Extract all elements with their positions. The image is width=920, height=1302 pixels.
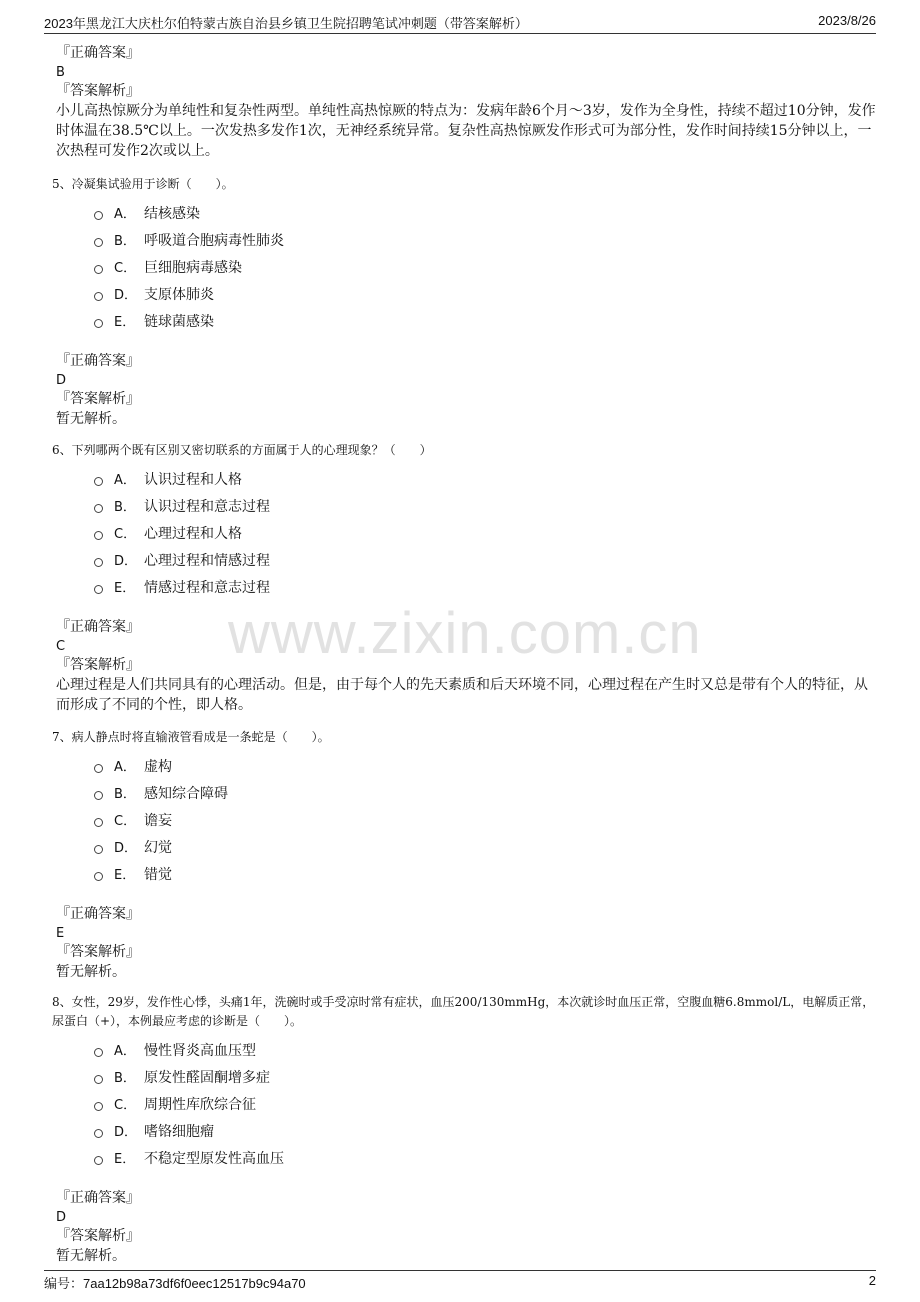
option-item[interactable] <box>94 465 876 492</box>
option-item[interactable] <box>94 253 876 280</box>
page-content <box>52 44 876 1266</box>
analysis-label: 『答案解析』 <box>56 944 140 960</box>
option-text: 结核感染 <box>144 205 200 222</box>
option-letter: C． <box>114 261 137 276</box>
option-item[interactable] <box>94 806 876 833</box>
question-list <box>52 175 876 1266</box>
option-text: 错觉 <box>144 866 172 883</box>
answer-block <box>56 1189 876 1266</box>
answer-block <box>56 618 876 715</box>
document-date: 2023/8/26 <box>818 13 876 28</box>
question-title: 7、病人静点时将直输液管看成是一条蛇是（ ）。 <box>52 730 330 744</box>
option-letter: E． <box>114 581 136 596</box>
option-text: 认识过程和意志过程 <box>144 498 270 515</box>
option-text: 不稳定型原发性高血压 <box>144 1150 284 1167</box>
correct-answer-label: 『正确答案』 <box>56 906 140 922</box>
question-title: 6、下列哪两个既有区别又密切联系的方面属于人的心理现象？（ ） <box>52 443 432 457</box>
option-text: 原发性醛固酮增多症 <box>144 1069 270 1086</box>
option-text: 嗜铬细胞瘤 <box>144 1123 214 1140</box>
radio-icon[interactable] <box>94 1102 103 1111</box>
watermark: www.zixin.com.cn <box>228 601 702 666</box>
option-letter: C． <box>114 527 137 542</box>
option-item[interactable] <box>94 1144 876 1171</box>
option-text: 心理过程和人格 <box>144 525 242 542</box>
option-text: 幻觉 <box>144 839 172 856</box>
radio-icon[interactable] <box>94 872 103 881</box>
option-item[interactable] <box>94 280 876 307</box>
correct-answer-value: E <box>56 926 65 941</box>
option-text: 周期性库欣综合征 <box>144 1096 256 1113</box>
answer-block <box>56 905 876 982</box>
radio-icon[interactable] <box>94 1048 103 1057</box>
correct-answer-label: 『正确答案』 <box>56 45 140 61</box>
analysis-text: 暂无解析。 <box>56 964 126 980</box>
page-header <box>44 13 876 34</box>
radio-icon[interactable] <box>94 531 103 540</box>
question-block <box>52 441 876 715</box>
option-item[interactable] <box>94 779 876 806</box>
correct-answer-value: D <box>56 373 67 388</box>
option-item[interactable] <box>94 752 876 779</box>
option-letter: A． <box>114 207 136 222</box>
correct-answer-value: D <box>56 1210 67 1225</box>
option-letter: B． <box>114 1071 136 1086</box>
analysis-label: 『答案解析』 <box>56 657 140 673</box>
correct-answer-value: B <box>56 65 65 80</box>
document-title: 2023年黑龙江大庆杜尔伯特蒙古族自治县乡镇卫生院招聘笔试冲刺题（带答案解析） <box>44 16 528 31</box>
option-item[interactable] <box>94 307 876 334</box>
radio-icon[interactable] <box>94 818 103 827</box>
option-letter: D． <box>114 841 138 856</box>
question-block <box>52 175 876 429</box>
analysis-text: 暂无解析。 <box>56 411 126 427</box>
option-text: 情感过程和意志过程 <box>144 579 270 596</box>
option-letter: B． <box>114 787 136 802</box>
option-item[interactable] <box>94 519 876 546</box>
page-number: 2 <box>868 1273 876 1288</box>
option-item[interactable] <box>94 1063 876 1090</box>
correct-answer-label: 『正确答案』 <box>56 353 140 369</box>
radio-icon[interactable] <box>94 504 103 513</box>
radio-icon[interactable] <box>94 845 103 854</box>
option-item[interactable] <box>94 573 876 600</box>
radio-icon[interactable] <box>94 477 103 486</box>
correct-answer-label: 『正确答案』 <box>56 1190 140 1206</box>
radio-icon[interactable] <box>94 1129 103 1138</box>
option-letter: A． <box>114 473 136 488</box>
option-letter: E． <box>114 1152 136 1167</box>
option-letter: B． <box>114 500 136 515</box>
option-item[interactable] <box>94 1090 876 1117</box>
radio-icon[interactable] <box>94 319 103 328</box>
document-code: 编号：7aa12b98a73df6f0eec12517b9c94a70 <box>44 1276 306 1291</box>
analysis-text: 暂无解析。 <box>56 1248 126 1264</box>
answer-block <box>56 352 876 429</box>
correct-answer-value: C <box>56 639 66 654</box>
option-text: 认识过程和人格 <box>144 471 242 488</box>
radio-icon[interactable] <box>94 585 103 594</box>
radio-icon[interactable] <box>94 265 103 274</box>
option-list <box>94 752 876 887</box>
radio-icon[interactable] <box>94 238 103 247</box>
radio-icon[interactable] <box>94 1075 103 1084</box>
option-text: 谵妄 <box>144 812 172 829</box>
analysis-text: 心理过程是人们共同具有的心理活动。但是，由于每个人的先天素质和后天环境不同，心理过程在产生时又总是带有个人的特征，从而形成了不同的个性，即人格。 <box>56 677 868 713</box>
option-letter: D． <box>114 554 138 569</box>
option-list <box>94 1036 876 1171</box>
option-text: 巨细胞病毒感染 <box>144 259 242 276</box>
question-title: 5、冷凝集试验用于诊断（ ）。 <box>52 177 234 191</box>
option-item[interactable] <box>94 226 876 253</box>
option-list <box>94 199 876 334</box>
option-letter: C． <box>114 814 137 829</box>
option-item[interactable] <box>94 833 876 860</box>
option-text: 呼吸道合胞病毒性肺炎 <box>144 232 284 249</box>
option-item[interactable] <box>94 860 876 887</box>
radio-icon[interactable] <box>94 791 103 800</box>
radio-icon[interactable] <box>94 211 103 220</box>
question-title: 8、女性，29岁，发作性心悸，头痛1年，洗碗时或手受凉时常有症状，血压200/130mmHg，本次就诊时血压正常，空腹血糖6.8mmol/L，电解质正常，尿蛋白（+），本例最应考虑的诊断是（ ）。 <box>52 995 875 1028</box>
page-footer <box>44 1270 876 1291</box>
analysis-text: 小儿高热惊厥分为单纯性和复杂性两型。单纯性高热惊厥的特点为：发病年龄6个月～3岁，发作为全身性，持续不超过10分钟，发作时体温在38.5℃以上。一次发热多发作1次，无神经系统异常。复杂性高热惊厥发作形式可为部分性，发作时间持续15分钟以上，一次热程可发作2次或以上。 <box>56 103 876 159</box>
option-letter: E． <box>114 868 136 883</box>
option-item[interactable] <box>94 1036 876 1063</box>
option-letter: E． <box>114 315 136 330</box>
option-text: 感知综合障碍 <box>144 785 228 802</box>
option-text: 链球菌感染 <box>144 313 214 330</box>
option-item[interactable] <box>94 546 876 573</box>
option-item[interactable] <box>94 1117 876 1144</box>
option-letter: D． <box>114 288 138 303</box>
option-letter: C． <box>114 1098 137 1113</box>
option-text: 虚构 <box>144 758 172 775</box>
option-item[interactable] <box>94 199 876 226</box>
correct-answer-label: 『正确答案』 <box>56 619 140 635</box>
analysis-label: 『答案解析』 <box>56 1228 140 1244</box>
option-text: 支原体肺炎 <box>144 286 214 303</box>
option-text: 心理过程和情感过程 <box>144 552 270 569</box>
analysis-label: 『答案解析』 <box>56 391 140 407</box>
option-list <box>94 465 876 600</box>
option-letter: A． <box>114 760 136 775</box>
option-item[interactable] <box>94 492 876 519</box>
option-letter: A． <box>114 1044 136 1059</box>
option-letter: D． <box>114 1125 138 1140</box>
radio-icon[interactable] <box>94 1156 103 1165</box>
question-block <box>52 993 876 1266</box>
radio-icon[interactable] <box>94 764 103 773</box>
radio-icon[interactable] <box>94 558 103 567</box>
option-text: 慢性肾炎高血压型 <box>144 1042 256 1059</box>
prev-answer-block <box>56 44 876 161</box>
analysis-label: 『答案解析』 <box>56 83 140 99</box>
radio-icon[interactable] <box>94 292 103 301</box>
option-letter: B． <box>114 234 136 249</box>
question-block <box>52 728 876 982</box>
